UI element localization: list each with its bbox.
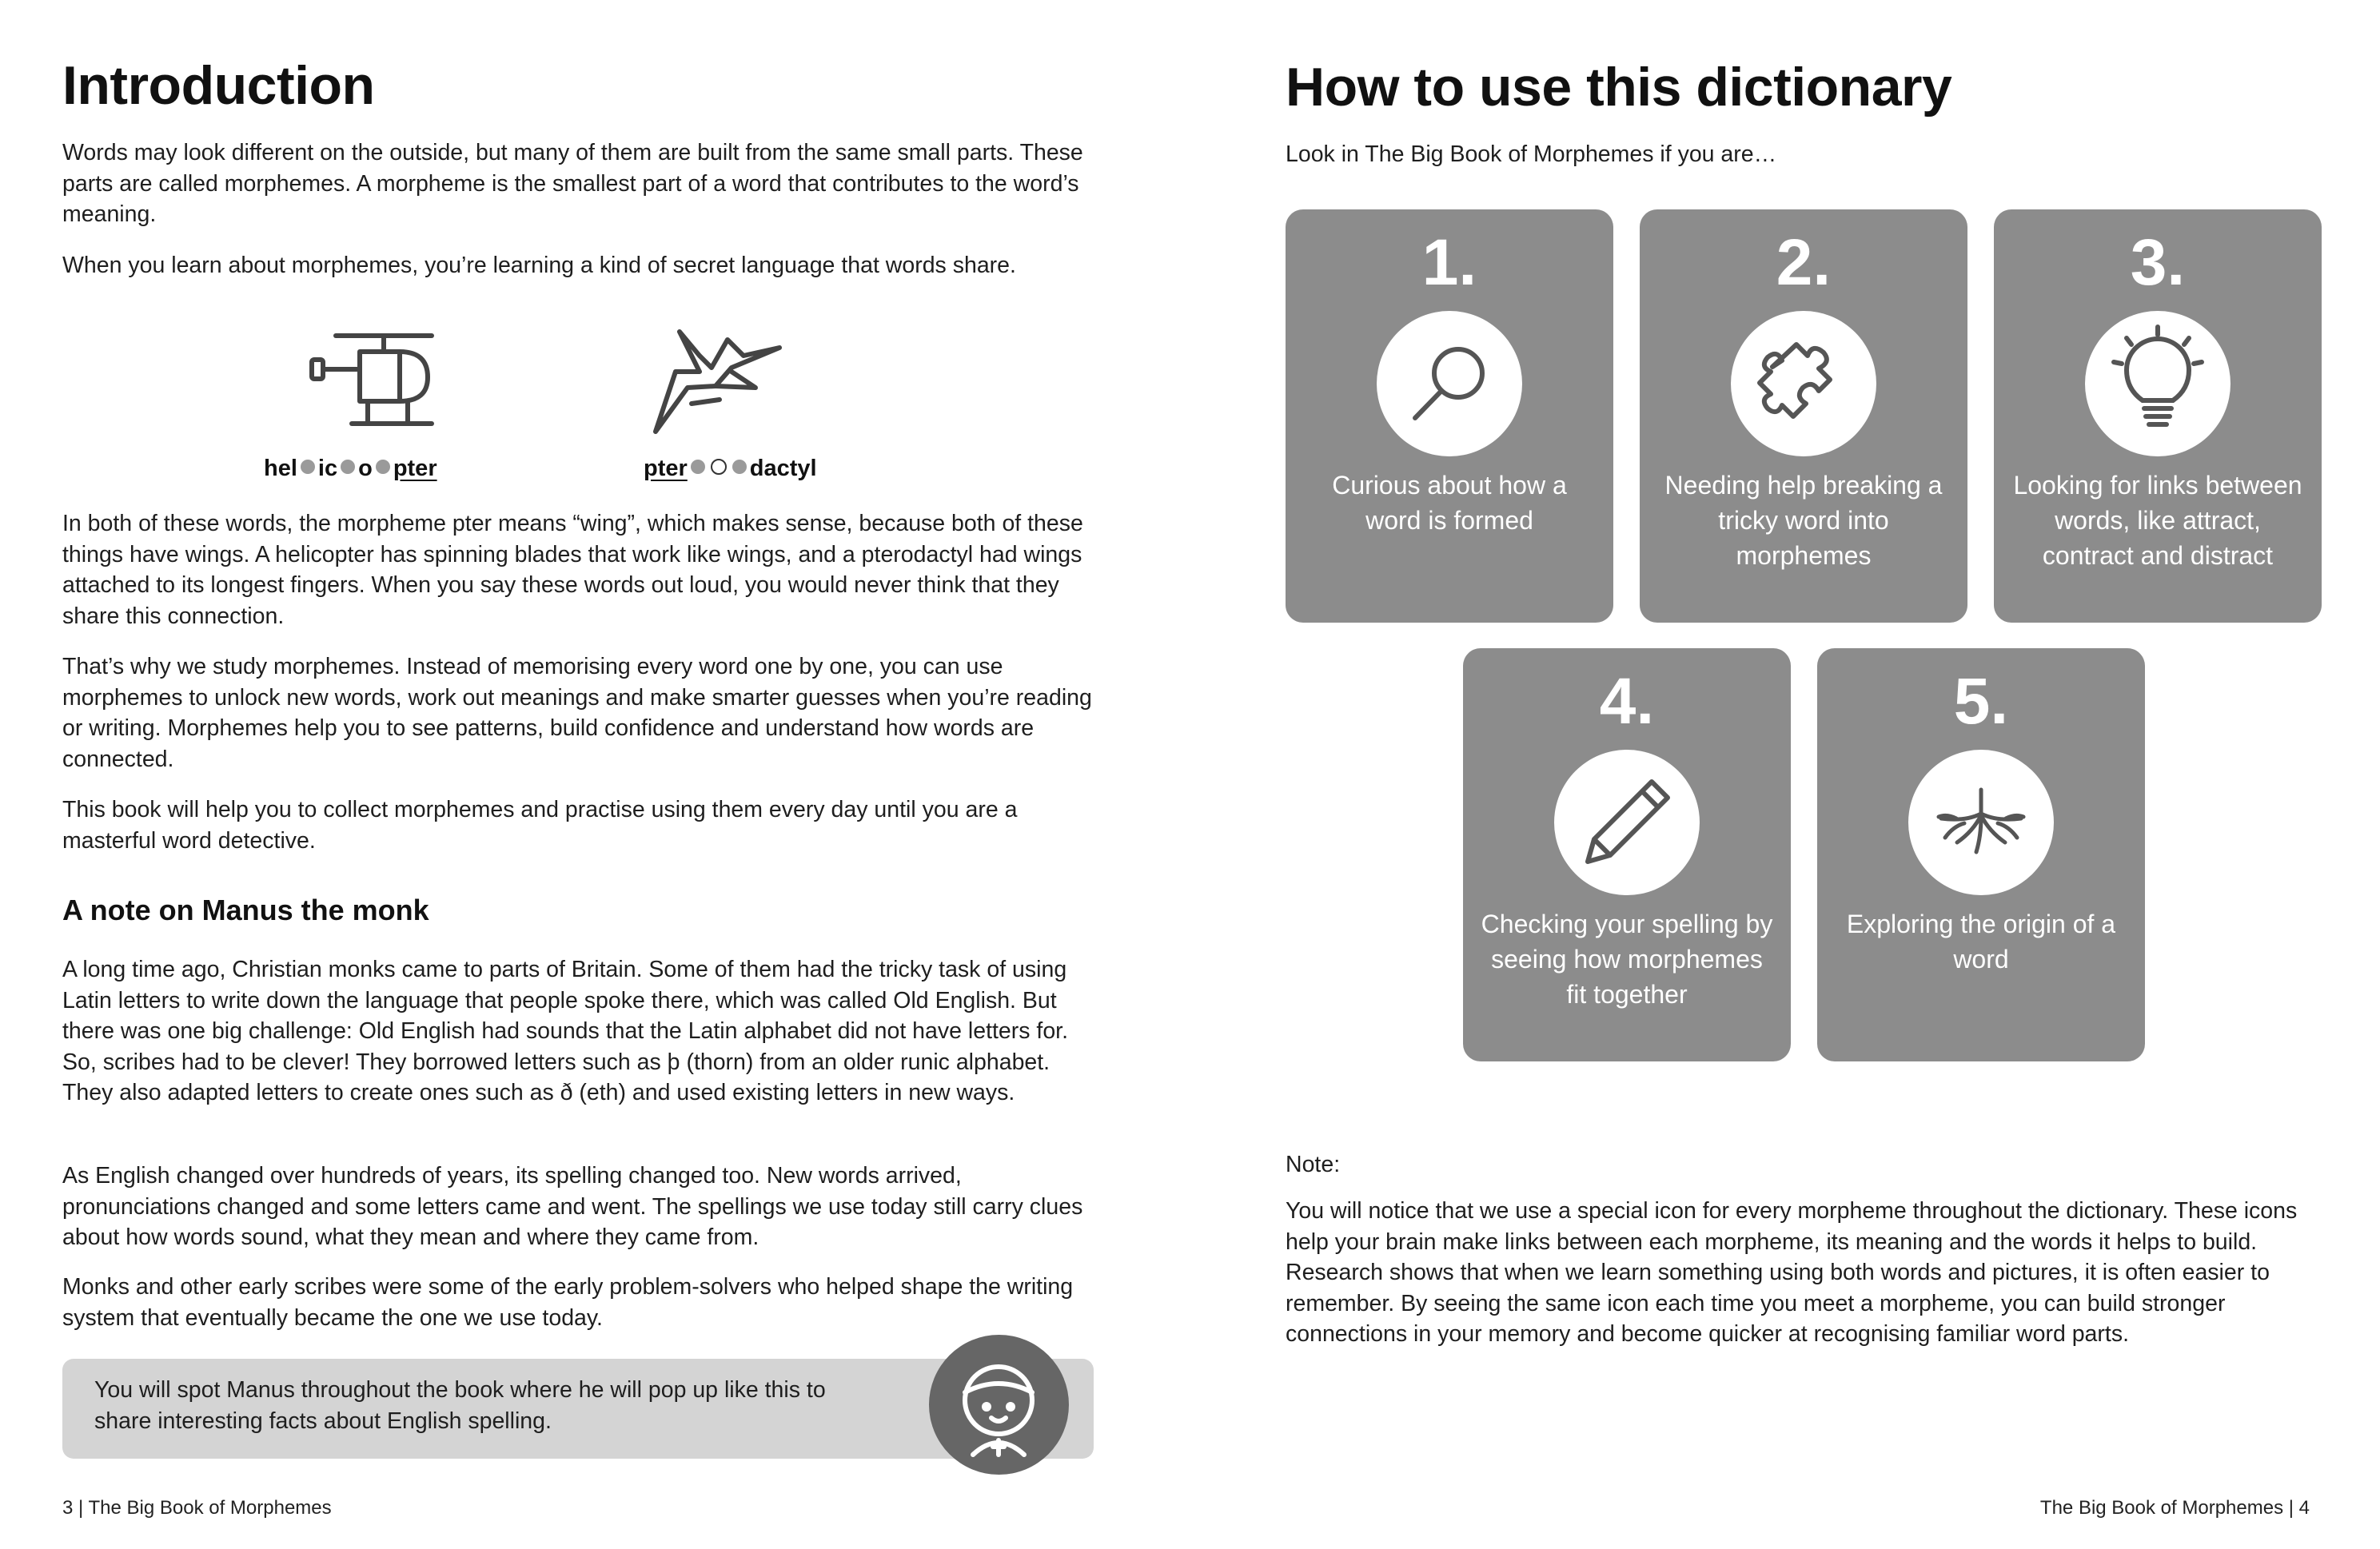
card-number: 5. xyxy=(1953,665,2009,738)
roots-icon xyxy=(1908,750,2054,895)
card-3 xyxy=(1994,209,2322,623)
helicopter-icon xyxy=(304,328,440,440)
puzzle-piece-icon xyxy=(1731,311,1876,456)
right-page xyxy=(1191,0,2380,1549)
morpheme-ic: ic xyxy=(317,456,338,481)
separator-dot xyxy=(341,460,355,474)
callout-text: You will spot Manus throughout the book where he will pop up like this to share interesting facts about English spelling. xyxy=(94,1377,826,1434)
morpheme-pter: pter xyxy=(644,456,688,481)
separator-dot xyxy=(301,460,315,474)
intro-paragraph-2: When you learn about morphemes, you’re learning a kind of secret language that words share. xyxy=(62,253,1016,278)
note-text: You will notice that we use a special icon for every morpheme throughout the dictionary. These icons help your brain make links between each morpheme, its meaning and the words it helps to build. Research shows that when we learn something using both words and pictures, it is often easier to remember. By seeing the same icon each time you meet a morpheme, you can build stronger connections in your memory and become quicker at recognising familiar word parts. xyxy=(1286,1198,2298,1347)
light-bulb-icon xyxy=(2085,311,2231,456)
paragraph-book-purpose: This book will help you to collect morphemes and practise using them every day until you are a masterful word detective. xyxy=(62,797,1018,854)
pencil-icon xyxy=(1554,750,1700,895)
pterodactyl-icon xyxy=(644,324,787,444)
paragraph-why-study: That’s why we study morphemes. Instead of memorising every word one by one, you can use morphemes to unlock new words, work out meanings and make smarter guesses when you’re reading or writing. Morphemes help you to see patterns, build confidence and understand how words are connected. xyxy=(62,654,1092,772)
card-number: 3. xyxy=(2130,226,2186,299)
card-1 xyxy=(1286,209,1613,623)
morpheme-hel: hel xyxy=(264,456,297,481)
footer-right: The Big Book of Morphemes | 4 xyxy=(2039,1497,2310,1519)
footer-left: 3 | The Big Book of Morphemes xyxy=(62,1497,332,1519)
morpheme-dactyl: dactyl xyxy=(749,456,817,481)
separator-dot xyxy=(376,460,390,474)
subheading-manus: A note on Manus the monk xyxy=(62,894,429,926)
morpheme-pter: pter xyxy=(393,456,437,481)
separator-dot xyxy=(732,460,747,474)
card-number: 4. xyxy=(1599,665,1655,738)
page-title: How to use this dictionary xyxy=(1286,57,1952,117)
paragraph-pter: In both of these words, the morpheme pter means “wing”, which makes sense, because both of these things have wings. A helicopter has spinning blades that work like wings, and a pterodactyl had wings attached to its longest fingers. When you say these words out loud, you would never think that they share this connection. xyxy=(62,511,1083,629)
card-caption: Curious about how a word is formed xyxy=(1332,471,1567,535)
card-caption: Checking your spelling by seeing how morphemes fit together xyxy=(1481,910,1773,1009)
intro-paragraph-1 xyxy=(62,137,1102,230)
morpheme-o: o xyxy=(358,456,373,481)
card-5 xyxy=(1817,648,2145,1061)
card-number: 1. xyxy=(1421,226,1477,299)
card-caption: Needing help breaking a tricky word into morphemes xyxy=(1664,471,1943,570)
separator-dot xyxy=(691,460,705,474)
lead-text: Look in The Big Book of Morphemes if you are… xyxy=(1286,141,1777,167)
paragraph-spelling-changes: As English changed over hundreds of years, its spelling changed too. New words arrived, pronunciations changed and some letters came and went. The spellings we use today still carry clues about how words sound, what they mean and where they came from. xyxy=(62,1163,1083,1250)
helicopter-morphemes xyxy=(264,456,437,482)
paragraph-scribes: Monks and other early scribes were some of the early problem-solvers who helped shape the writing system that eventually became the one we use today. xyxy=(62,1274,1074,1331)
intro-paragraph-1-text: Words may look different on the outside, but many of them are built from the same small parts. These parts are called morphemes. A morpheme is the smallest part of a word that contributes to the word’s meaning. xyxy=(62,140,1083,227)
card-4 xyxy=(1463,648,1791,1061)
page-title: Introduction xyxy=(62,55,375,116)
card-number: 2. xyxy=(1776,226,1832,299)
magnifying-glass-icon xyxy=(1377,311,1522,456)
card-caption-text: Looking for links between words, like attract, contract and distract xyxy=(2013,471,2302,570)
paragraph-monks-history: A long time ago, Christian monks came to parts of Britain. Some of them had the tricky task of using Latin letters to write down the language that people spoke there, which was called Old English. But there was one big challenge: Old English had sounds that the Latin alphabet did not have letters for. So, scribes had to be clever! They borrowed letters such as þ (thorn) from an older runic alphabet. They also adapted letters to create ones such as ð (eth) and used existing letters in new ways. xyxy=(62,957,1069,1105)
note-label: Note: xyxy=(1286,1152,1341,1177)
pterodactyl-morphemes xyxy=(644,456,817,482)
card-2 xyxy=(1640,209,1967,623)
monk-avatar-icon xyxy=(929,1335,1069,1475)
morpheme-o-circle xyxy=(711,459,727,475)
card-caption xyxy=(2010,468,2306,573)
card-caption: Exploring the origin of a word xyxy=(1846,910,2116,974)
